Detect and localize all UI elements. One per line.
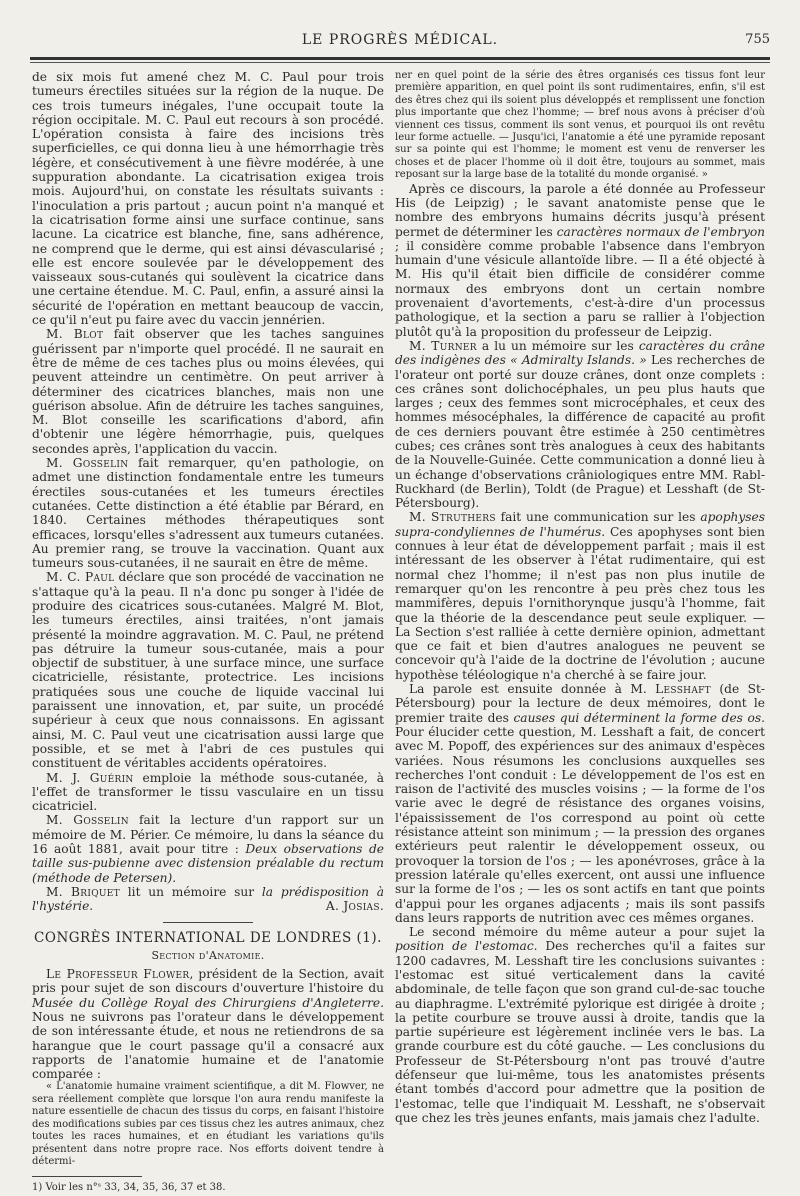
memoir-title: la prédisposition à l'hystérie. [32, 884, 384, 914]
paragraph [32, 885, 384, 914]
italic-phrase: position de l'estomac. [395, 939, 538, 954]
paragraph [32, 813, 384, 884]
paragraph [395, 510, 765, 682]
paragraph-text: Après ce discours, la parole a été donnée au Professeur His (de Leipzig) ; le savant anatomiste pense que le nombre des embryons humains décrits jusqu'à présent permet de déterminer les [395, 181, 765, 239]
paragraph-text: fait la lecture d'un rapport sur un mémoire de M. Périer. Ce mémoire, lu dans la séance du 16 août 1881, avait pour titre : [32, 813, 384, 857]
paragraph-text: emploie la méthode sous-cutanée, à l'effet de transformer le tissu vasculaire en un tissu cicatriciel. [32, 770, 384, 814]
left-column [32, 70, 384, 1196]
speaker-name: M. C. Paul [46, 570, 115, 585]
paragraph-text: , président de la Section, avait pris pour sujet de son discours d'ouverture l'histoire du [32, 967, 385, 996]
paragraph [32, 771, 384, 814]
section-separator [163, 922, 253, 923]
paragraph-text: La parole est ensuite donnée à M. [409, 682, 656, 697]
paragraph [32, 327, 384, 456]
paragraph [32, 570, 384, 770]
paragraph-text: Des recherches qu'il a faites sur 1200 cadavres, M. Lesshaft tire les conclusions suivantes : l'estomac est situé verticalement dans la cavité abdominale, de telle façon que son grand cul-de-sac touche au diaphragme. L'extrémité pylorique est dirigée à droite ; la petite courbure se trouve aussi à droite, tandis que la partie supérieure est légèrement inclinée vers le bas. La grande courbure est du côté gauche. — Les conclusions du Professeur de St-Pétersbourg n'ont pas trouvé d'autre défenseur que lui-même, tous les anatomistes présents étant tombés d'accord pour admettre que la position de l'estomac, telle que l'indiquait M. Lesshaft, ne s'observait que chez les très jeunes enfants, mais jamais chez l'adulte. [395, 939, 765, 1125]
subsection-heading: Section d'Anatomie. [151, 948, 265, 962]
section-heading: CONGRÈS INTERNATIONAL DE LONDRES (1). [34, 929, 382, 946]
paragraph-text: fait remarquer, qu'en pathologie, on admet une distinction fondamentale entre les tumeurs érectiles sous-cutanées et les tumeurs érectiles cutanées. Cette distinction a été établie par Bérard, en 1840. Certaines méthodes thérapeutiques sont efficaces, lorsqu'elles s'adressent aux tumeurs cutanées. Au premier rang, se trouve la vaccination. Quant aux tumeurs sous-cutanées, il ne saurait en être de même. [32, 456, 384, 571]
paragraph-text: déclare que son procédé de vaccination ne s'attaque qu'à la peau. Il n'a donc pu songer à l'idée de produire des cicatrices sous-cutanées. Malgré M. Blot, les tumeurs érectiles, ainsi traitées, n'ont jamais présenté la moindre aggravation. M. C. Paul, ne prétend pas détruire la tumeur sous-cutanée, mais a pour objectif de substituer, à une surface mince, une surface cicatricielle, résistante, protectrice. Les incisions pratiquées sous une couche de liquide vaccinal lui paraissent une innovation, et, par suite, un procédé supérieur à ceux que nous connaissons. En agissant ainsi, M. C. Paul veut une cicatrisation aussi large que possible, et se met à l'abri de ces pustules qui constituent de véritables accidents opératoires. [32, 570, 384, 771]
page-number: 755 [745, 32, 770, 47]
paragraph-text: fait une communication sur les [495, 510, 701, 525]
quotation: « L'anatomie humaine vraiment scientifique, a dit M. Flowver, ne sera réellement complète que lorsque l'on aura rendu manifeste la nature essentielle de chacun des tissus du corps, en faisant l'histoire des modifications subies par ces tissus chez les autres animaux, chez toutes les races humaines, et en étudiant les variations qu'ils présentent dans notre propre race. Nos efforts doivent tendre à détermi- [32, 1081, 384, 1167]
speaker-name: M. Gosselin [46, 813, 129, 828]
paragraph [395, 339, 765, 511]
italic-phrase: caractères normaux de l'embryon [556, 224, 766, 239]
paragraph-text: a lu un mémoire sur les [476, 338, 639, 353]
paragraph-text: Nous ne suivrons pas l'orateur dans le développement de son intéressante étude, et nous ne retiendrons de sa harangue que le court passage qu'il a consacré aux rapports de l'anatomie humaine et de l'anatomie comparée : [32, 1010, 384, 1082]
speaker-name: M. Turner [409, 338, 477, 353]
footnote-rule [32, 1176, 142, 1177]
paragraph [395, 682, 765, 925]
running-header [30, 30, 770, 54]
header-rule-thin [30, 62, 770, 63]
speaker-name: M. Briquet [46, 884, 120, 899]
paragraph [395, 182, 765, 339]
quotation-continued: ner en quel point de la série des êtres organisés ces tissus font leur première apparition, en quel point ils sont rudimentaires, enfin, s'il est des êtres chez qui ils soient plus développés et remplissent une fonction plus importante que chez l'homme; — bref nous avons à préciser d'où viennent ces tissus, comment ils sont venus, et pourquoi ils ont revêtu leur forme actuelle. — Jusqu'ici, l'anatomie a été une pyramide reposant sur sa pointe qui est l'homme; le moment est venu de renverser les choses et de placer l'homme où il doit être, toujours au sommet, mais reposant sur la large base de la totalité du monde organisé. » [395, 70, 765, 181]
paragraph [32, 456, 384, 570]
paragraph-text: Les recherches de l'orateur ont porté sur douze crânes, dont onze complets : ces crânes sont dolichocéphales, un peu plus hauts que larges ; ceux des femmes sont microcéphales, et ceux des hommes mésocéphales, la différence de capacité au profit de ces derniers pouvant être estimée à 250 centimètres cubes; ces crânes sont très analogues à ceux des habitants de la Nouvelle-Guinée. Cette communication a donné lieu à un échange d'observations crâniologiques entre MM. Rabl-Ruckhard (de Berlin), Toldt (de Prague) et Lesshaft (de St-Pétersbourg). [395, 353, 765, 511]
paragraph-text: Pour élucider cette question, M. Lesshaft a fait, de concert avec M. Popoff, des expériences sur des animaux d'espèces variées. Nous résumons les conclusions auxquelles ses recherches l'ont conduit : Le développement de l'os est en raison de l'activité des muscles voisins ; — la forme de l'os varie avec le degré de résistance des organes voisins, l'épaississement de l'os correspond au point où cette résistance atteint son minimum ; — la pression des organes extérieurs peut ralentir le développement osseux, ou provoquer la torsion de l'os ; — les aponévroses, grâce à la pression latérale qu'elles exercent, ont aussi une influence sur la forme de l'os ; — les os sont actifs en tant que points d'appui pour les organes adjacents ; mais ils sont passifs dans leurs rapports de nutrition avec ces mêmes organes. [395, 724, 765, 925]
italic-phrase: caractères du crâne des indigènes des « Admiralty Islands. » [395, 338, 766, 368]
speaker-name: M. Struthers [409, 510, 496, 525]
italic-phrase: causes qui déterminent la forme des os. [513, 710, 765, 725]
header-rule-thick [30, 57, 770, 60]
author-signature: A. Josias. [325, 899, 384, 914]
paragraph-text: Le second mémoire du même auteur a pour sujet la [409, 925, 765, 940]
speaker-name: M. Gosselin [46, 456, 129, 471]
paragraph-text: ; il considère comme probable l'absence dans l'embryon humain d'une vésicule allantoïde libre. — Il a été objecté à M. His qu'il était bien difficile de considérer comme normaux des embryons dont un certain nombre provenaient d'avortements, c'est-à-dire d'un processus pathologique, et la section a paru se rallier à l'objection plutôt qu'à la proposition du professeur de Leipzig. [395, 238, 765, 339]
paragraph-text: lit un mémoire sur [119, 884, 262, 899]
speaker-name: M. J. Guérin [46, 770, 134, 785]
footnote: 1) Voir les n°ˢ 33, 34, 35, 36, 37 et 38. [32, 1182, 226, 1194]
memoir-title: Deux observations de taille sus-pubienne avec distension préalable du rectum (méthode de Petersen). [32, 842, 384, 885]
italic-phrase: apophyses supra-condyliennes de l'humérus. [395, 510, 765, 539]
right-column [395, 70, 765, 1125]
paragraph [32, 967, 384, 1081]
paragraph-text: fait observer que les taches sanguines guérissent par n'importe quel procédé. Il ne saurait en être de même de ces taches plus ou moins élevées, qui peuvent atteindre un centimètre. On peut arriver à déterminer des cicatrices blanches, mais non une guérison absolue. Afin de détruire les taches sanguines, M. Blot conseille les scarifications d'abord, afin d'obtenir une légère hémorrhagie, puis, quelques secondes après, l'application du vaccin. [32, 327, 384, 456]
museum-name: Musée du Collège Royal des Chirurgiens d'Angleterre. [32, 995, 384, 1010]
speaker-name: M. Blot [46, 327, 104, 342]
journal-title: LE PROGRÈS MÉDICAL. [301, 32, 499, 48]
paragraph-text: Ces apophyses sont bien connues à leur état de développement parfait ; mais il est intéressant de les observer à l'état rudimentaire, qui est normal chez l'homme; il n'est pas non plus inutile de remarquer qu'on les rencontre à peu près chez tous les mammifères, depuis l'ornithorynque jusqu'à l'homme, fait que la théorie de la descendance peut seule expliquer. — La Section s'est ralliée à cette dernière opinion, admettant que ce fait et bien d'autres analogues ne peuvent se concevoir qu'à l'aide de la doctrine de l'évolution ; aucune hypothèse téléologique n'a cherché à se faire jour. [395, 524, 765, 682]
speaker-name: Le Professeur Flower [46, 967, 190, 982]
paragraph [395, 925, 765, 1125]
paragraph-text: (de St-Pétersbourg) pour la lecture de deux mémoires, dont le premier traite des [395, 682, 765, 725]
speaker-name: Lesshaft [655, 682, 711, 697]
paragraph: de six mois fut amené chez M. C. Paul pour trois tumeurs érectiles situées sur la région de la nuque. De ces trois tumeurs inégales, l'une occupait toute la région occipitale. M. C. Paul eut recours à son procédé. L'opération consista à faire des incisions très superficielles, ce qui donna lieu à une hémorrhagie très légère, et consécutivement à une fièvre modérée, à une suppuration abondante. La cicatrisation exigea trois mois. Aujourd'hui, on constate les résultats suivants : l'inoculation a pris partout ; aucun point n'a manqué et la cicatrisation forme ainsi une surface continue, sans lacune. La cicatrice est blanche, fine, sans adhérence, ne comprend que le derme, qui est ainsi dévascularisé ; elle est encore soulevée par le développement des vaisseaux sous-cutanés qui soulèvent la cicatrice dans une certaine étendue. M. C. Paul, enfin, a assuré ainsi la sécurité de l'opération en mettant beaucoup de vaccin, ce qu'il n'eut pu faire avec du vaccin jennérien. [32, 70, 384, 328]
